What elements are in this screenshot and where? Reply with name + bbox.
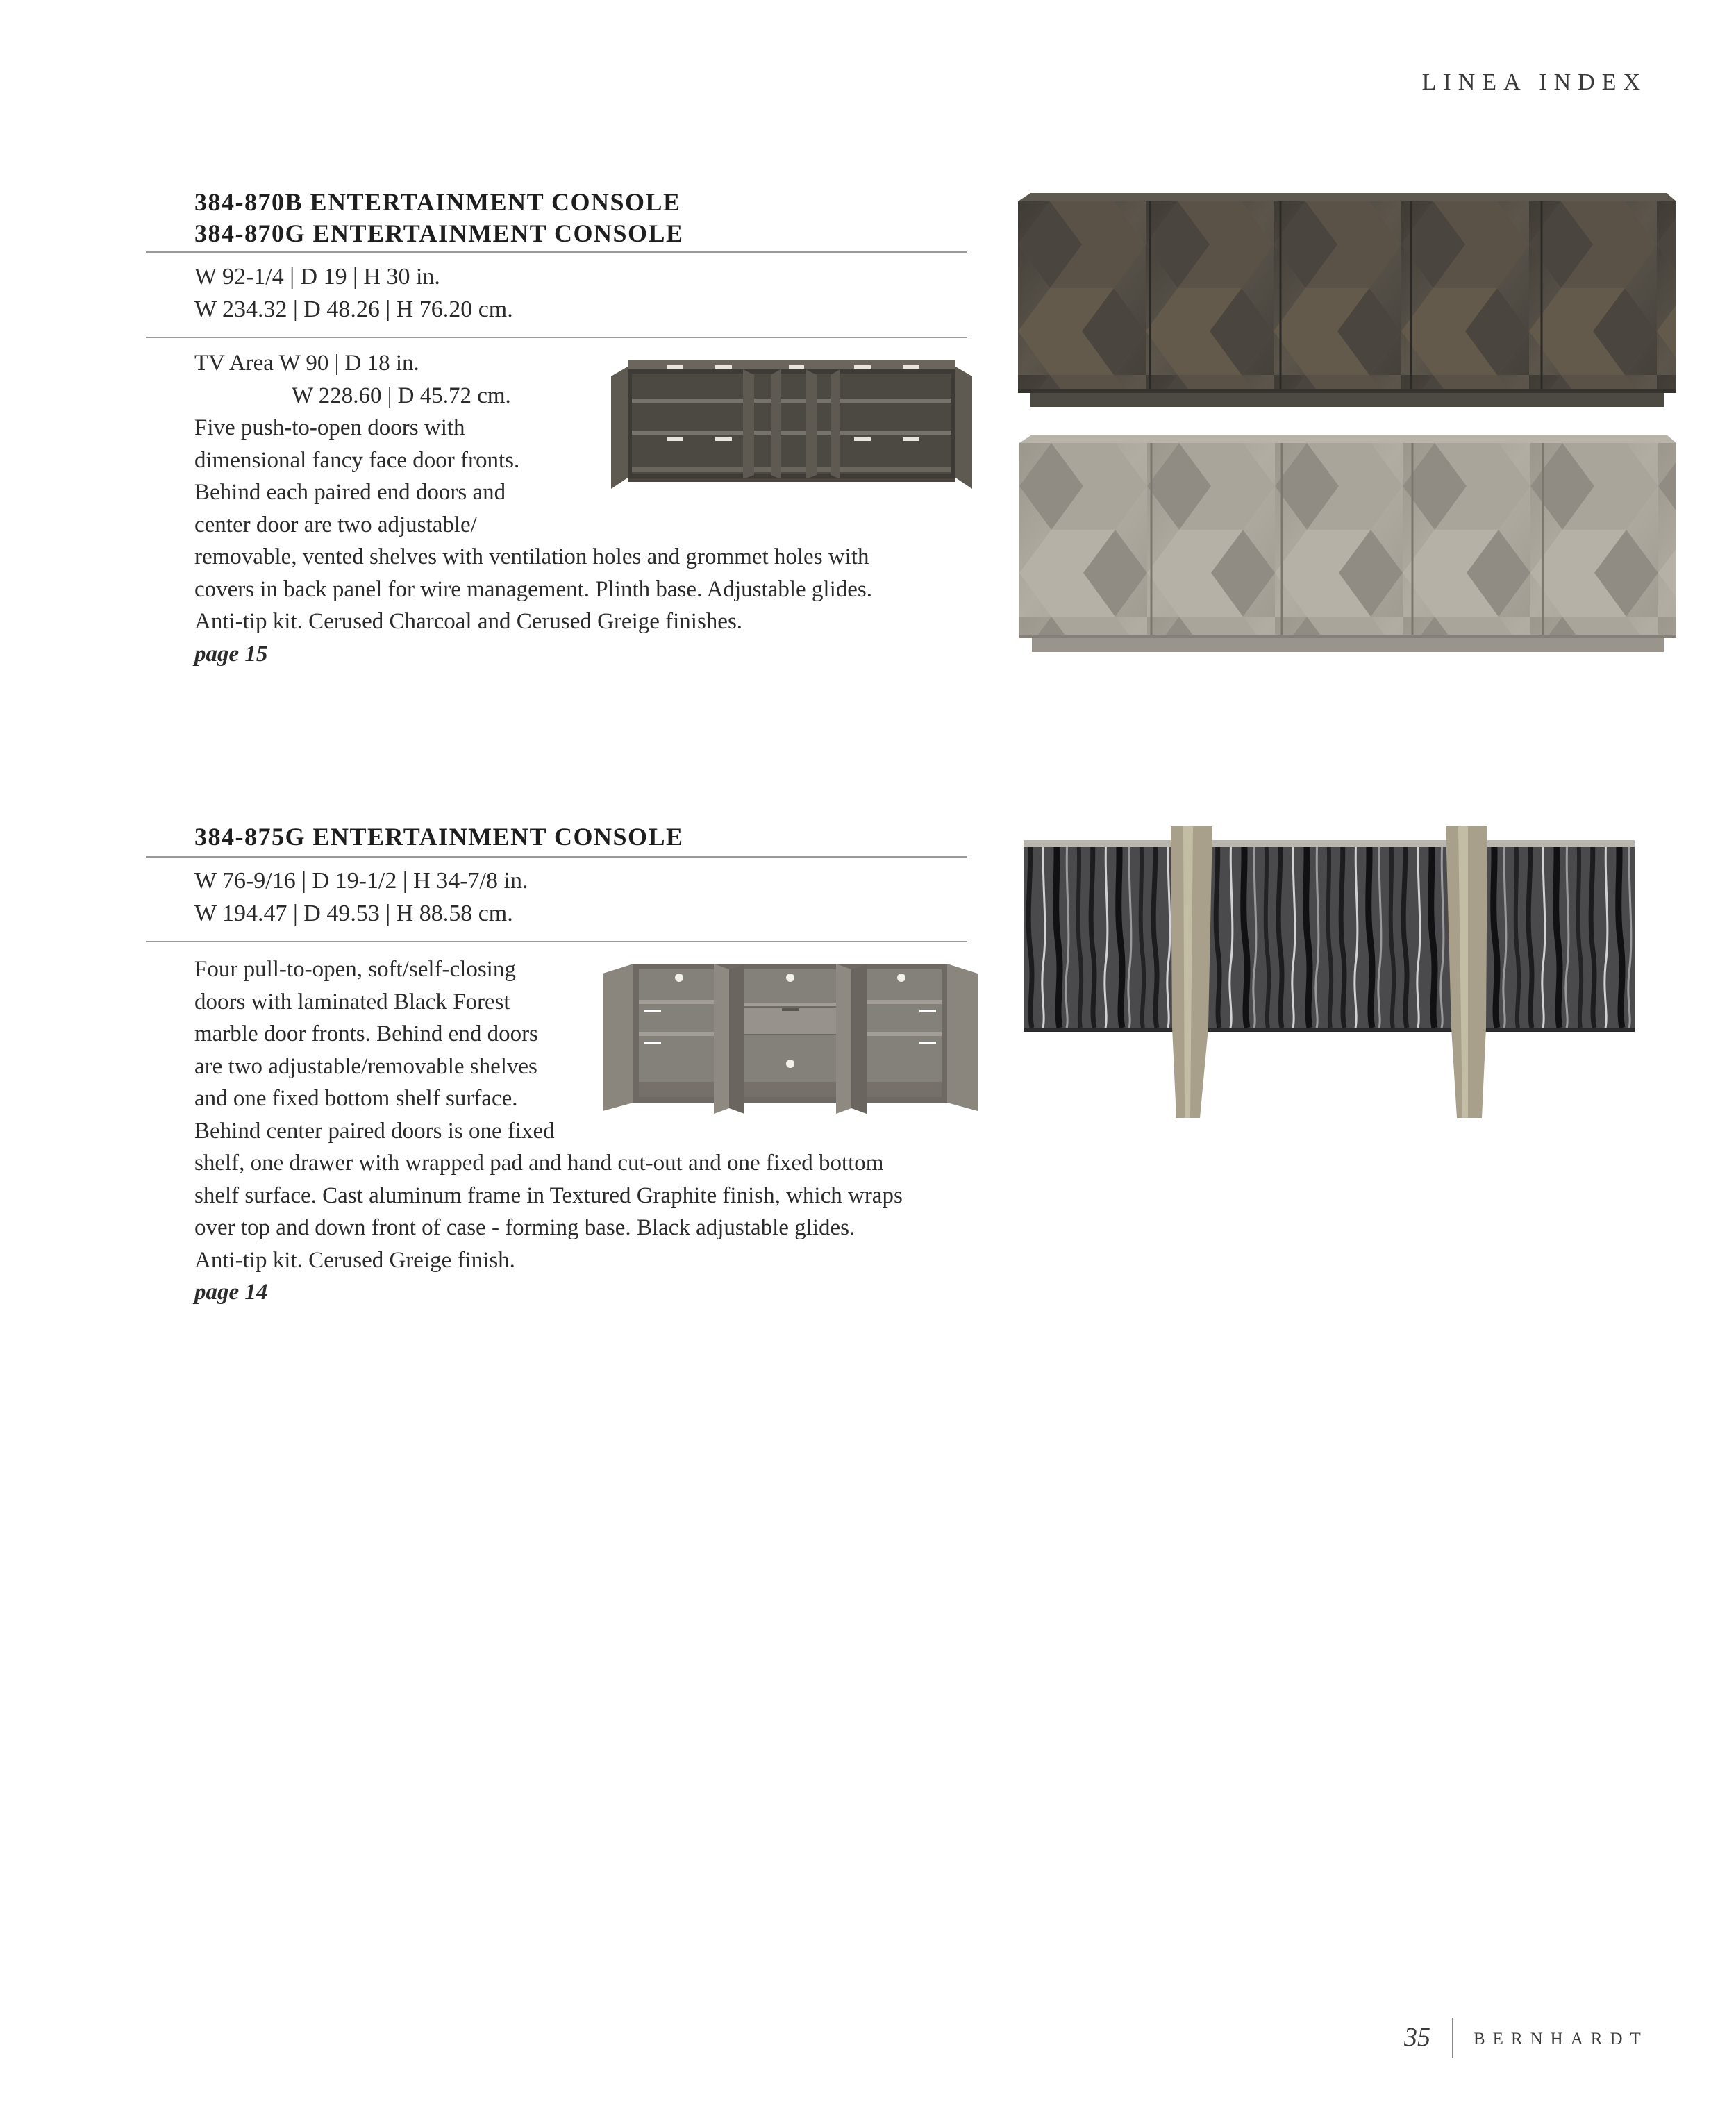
desc-line: removable, vented shelves with ventilation holes and grommet holes with xyxy=(194,544,869,569)
desc-line: doors with laminated Black Forest xyxy=(194,989,510,1014)
desc-line: dimensional fancy face door fronts. xyxy=(194,447,520,473)
desc-line: marble door fronts. Behind end doors xyxy=(194,1021,538,1046)
footer-divider xyxy=(1452,2018,1453,2058)
product-2-page-ref: page 14 xyxy=(194,1280,268,1305)
brand-name: BERNHARDT xyxy=(1474,2030,1649,2048)
product-1-image-greige xyxy=(1019,435,1676,657)
desc-line: Five push-to-open doors with xyxy=(194,415,465,440)
desc-line: over top and down front of case - forming base. Black adjustable glides. xyxy=(194,1215,856,1240)
page-number: 35 xyxy=(1404,2023,1430,2052)
product-2-dims-in: W 76-9/16 | D 19-1/2 | H 34-7/8 in. xyxy=(194,868,528,894)
product-1-dims-in: W 92-1/4 | D 19 | H 30 in. xyxy=(194,264,440,290)
product-2-image-marble xyxy=(1024,826,1635,1118)
product-1-title-2: 384-870G ENTERTAINMENT CONSOLE xyxy=(194,219,684,247)
desc-line: and one fixed bottom shelf surface. xyxy=(194,1086,518,1111)
product-1-rule-top xyxy=(146,251,967,253)
desc-line: Behind each paired end doors and xyxy=(194,480,506,505)
product-1-rule-bottom xyxy=(146,337,967,338)
section-header: LINEA INDEX xyxy=(1421,69,1647,95)
product-1-image-charcoal xyxy=(1018,193,1676,415)
desc-line: shelf surface. Cast aluminum frame in Textured Graphite finish, which wraps xyxy=(194,1183,903,1208)
desc-line: are two adjustable/removable shelves xyxy=(194,1053,537,1079)
desc-line: W 228.60 | D 45.72 cm. xyxy=(292,383,511,408)
product-1-title-1: 384-870B ENTERTAINMENT CONSOLE xyxy=(194,188,681,216)
product-2-open-thumbnail xyxy=(603,960,978,1114)
product-2-rule-top xyxy=(146,856,967,858)
product-2-title: 384-875G ENTERTAINMENT CONSOLE xyxy=(194,823,684,851)
product-1-dims-cm: W 234.32 | D 48.26 | H 76.20 cm. xyxy=(194,296,513,322)
desc-line: covers in back panel for wire management. Plinth base. Adjustable glides. xyxy=(194,576,872,602)
product-1-page-ref: page 15 xyxy=(194,641,268,667)
desc-line: shelf, one drawer with wrapped pad and hand cut-out and one fixed bottom xyxy=(194,1151,884,1176)
desc-line: Behind center paired doors is one fixed xyxy=(194,1118,555,1144)
product-1-open-thumbnail xyxy=(611,356,972,491)
product-2-rule-bottom xyxy=(146,941,967,942)
desc-line: center door are two adjustable/ xyxy=(194,512,477,537)
desc-line: Anti-tip kit. Cerused Greige finish. xyxy=(194,1247,515,1273)
product-2-dims-cm: W 194.47 | D 49.53 | H 88.58 cm. xyxy=(194,901,513,926)
desc-line: Anti-tip kit. Cerused Charcoal and Cerused Greige finishes. xyxy=(194,609,743,634)
desc-line: Four pull-to-open, soft/self-closing xyxy=(194,957,516,982)
desc-line: TV Area W 90 | D 18 in. xyxy=(194,351,419,376)
